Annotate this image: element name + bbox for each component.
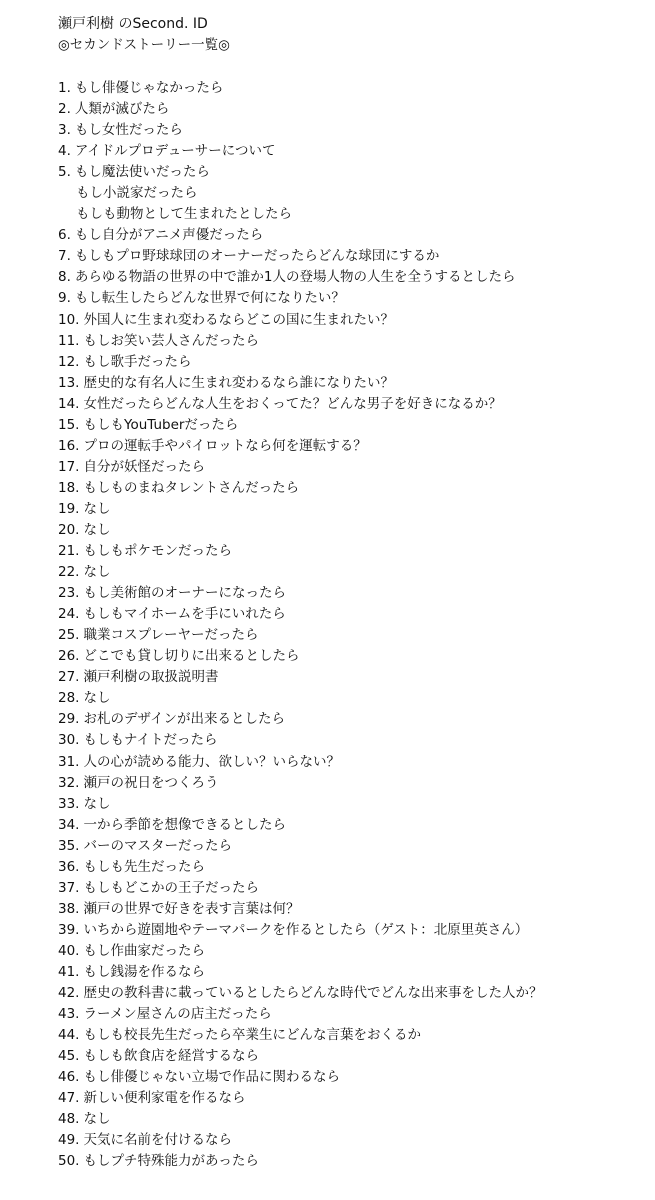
story-list-item	[58, 99, 650, 120]
story-list-item	[58, 478, 650, 499]
item-number: 18.	[58, 479, 80, 496]
story-list-item	[58, 730, 650, 751]
item-number: 19.	[58, 500, 80, 517]
item-number: 1.	[58, 80, 71, 96]
story-list-item	[58, 794, 650, 815]
item-text: 職業コスプレーヤーだったら	[83, 627, 259, 644]
item-text: もし魔法使いだったら	[74, 164, 210, 181]
story-list-item	[58, 583, 650, 604]
item-text: もし転生したらどんな世界で何になりたい？	[74, 290, 345, 307]
item-text: いちから遊園地やテーマパークを作るとしたら（ゲスト：北原里英さん）	[83, 921, 529, 938]
document	[58, 14, 650, 1172]
item-number: 40.	[58, 942, 80, 959]
story-list-item	[58, 415, 650, 436]
item-text: なし	[83, 690, 111, 707]
item-number: 33.	[58, 795, 80, 812]
story-list-item	[58, 520, 650, 541]
story-list-item	[58, 857, 650, 878]
story-list-item	[58, 1046, 650, 1067]
item-text: 歴史的な有名人に生まれ変わるなら誰になりたい？	[83, 374, 394, 391]
story-list-item	[58, 394, 650, 415]
item-text: もし小説家だったら	[76, 185, 198, 202]
story-list-item	[58, 204, 650, 225]
item-number: 43.	[58, 1006, 80, 1023]
item-text: なし	[83, 500, 111, 517]
item-number: 48.	[58, 1111, 80, 1128]
story-list-item	[58, 310, 650, 331]
item-text: 新しい便利家電を作るなら	[83, 1090, 246, 1107]
document-title: 瀬戸利樹 のSecond. ID	[58, 16, 208, 32]
item-number: 15.	[58, 416, 80, 433]
story-list-item	[58, 225, 650, 246]
item-number: 47.	[58, 1090, 80, 1107]
item-number: 49.	[58, 1132, 80, 1149]
item-number: 4.	[58, 143, 71, 160]
item-number: 3.	[58, 122, 71, 139]
story-list-item	[58, 457, 650, 478]
item-number: 9.	[58, 290, 71, 307]
item-text: もしプチ特殊能力があったら	[83, 1153, 259, 1170]
item-number: 45.	[58, 1048, 80, 1065]
story-list-item	[58, 1025, 650, 1046]
item-number: 13.	[58, 374, 80, 391]
story-list-item	[58, 667, 650, 688]
item-number: 28.	[58, 690, 80, 707]
story-list-item	[58, 983, 650, 1004]
item-text: もしもナイトだったら	[83, 732, 218, 749]
item-number: 10.	[58, 311, 80, 328]
item-text: もし歌手だったら	[83, 353, 192, 370]
story-list-item	[58, 1067, 650, 1088]
item-number: 25.	[58, 627, 80, 644]
item-number: 36.	[58, 858, 80, 875]
story-list-item	[58, 183, 650, 204]
item-number: 14.	[58, 395, 80, 412]
item-text: もしもYouTuberだったら	[83, 416, 239, 433]
item-text: もしも校長先生だったら卒業生にどんな言葉をおくるか	[83, 1027, 421, 1044]
story-list-item	[58, 604, 650, 625]
document-subtitle: ◎セカンドストーリー一覧◎	[58, 37, 230, 53]
item-number: 42.	[58, 985, 80, 1002]
item-text: もしも先生だったら	[83, 858, 205, 875]
item-text: もしものまねタレントさんだったら	[83, 479, 300, 496]
item-text: もし俳優じゃない立場で作品に関わるなら	[83, 1069, 340, 1086]
item-number: 46.	[58, 1069, 80, 1086]
item-text: 歴史の教科書に載っているとしたらどんな時代でどんな出来事をした人か？	[83, 985, 543, 1002]
item-text: なし	[83, 521, 111, 538]
item-number: 38.	[58, 900, 80, 917]
item-text: 瀬戸の祝日をつくろう	[83, 774, 219, 791]
item-text: もしも飲食店を経営するなら	[83, 1048, 259, 1065]
item-text: プロの運転手やパイロットなら何を運転する？	[83, 437, 367, 454]
item-text: もしもポケモンだったら	[83, 543, 232, 560]
story-list-item	[58, 246, 650, 267]
item-number: 39.	[58, 921, 80, 938]
story-list-item	[58, 688, 650, 709]
story-list-item	[58, 162, 650, 183]
item-text: 人の心が読める能力、欲しい？いらない？	[83, 753, 340, 770]
story-list-item	[58, 836, 650, 857]
story-list-item	[58, 878, 650, 899]
story-list-item	[58, 1130, 650, 1151]
item-text: もし女性だったら	[74, 122, 183, 139]
item-number: 6.	[58, 227, 71, 244]
item-number: 44.	[58, 1027, 80, 1044]
item-number: 26.	[58, 648, 80, 665]
item-text: 外国人に生まれ変わるならどこの国に生まれたい？	[83, 311, 394, 328]
item-text: あらゆる物語の世界の中で誰か1人の登場人物の人生を全うするとしたら	[74, 269, 516, 286]
story-list-item	[58, 899, 650, 920]
item-number: 24.	[58, 606, 80, 623]
story-list-item	[58, 941, 650, 962]
item-number: 8.	[58, 269, 71, 286]
story-list-item	[58, 1151, 650, 1172]
item-text: もしもマイホームを手にいれたら	[83, 606, 286, 623]
story-list-item	[58, 141, 650, 162]
item-number: 2.	[58, 101, 71, 118]
story-list-item	[58, 1004, 650, 1025]
story-list-item	[58, 499, 650, 520]
story-list-item	[58, 752, 650, 773]
item-text: もし美術館のオーナーになったら	[83, 585, 286, 602]
story-list	[58, 78, 650, 1172]
item-text: もし作曲家だったら	[83, 942, 205, 959]
item-number: 21.	[58, 543, 80, 560]
story-list-item	[58, 646, 650, 667]
story-list-item	[58, 1088, 650, 1109]
story-list-item	[58, 120, 650, 141]
item-number: 23.	[58, 585, 80, 602]
item-number: 30.	[58, 732, 80, 749]
item-text: 人類が滅びたら	[74, 101, 170, 118]
story-list-item	[58, 709, 650, 730]
item-text: 天気に名前を付けるなら	[83, 1132, 232, 1149]
item-text: バーのマスターだったら	[83, 837, 232, 854]
story-list-item	[58, 436, 650, 457]
story-list-item	[58, 288, 650, 309]
item-number: 5.	[58, 164, 71, 181]
story-list-item	[58, 267, 650, 288]
item-text: もしもどこかの王子だったら	[83, 879, 259, 896]
story-list-item	[58, 352, 650, 373]
item-text: もし自分がアニメ声優だったら	[74, 227, 264, 244]
story-list-item	[58, 78, 650, 99]
item-number: 50.	[58, 1153, 80, 1170]
item-number: 17.	[58, 458, 80, 475]
item-text: どこでも貸し切りに出来るとしたら	[83, 648, 300, 665]
story-list-item	[58, 920, 650, 941]
item-number: 16.	[58, 437, 80, 454]
item-number: 11.	[58, 332, 80, 349]
story-list-item	[58, 625, 650, 646]
story-list-item	[58, 815, 650, 836]
item-text: なし	[83, 1111, 111, 1128]
item-text: もしお笑い芸人さんだったら	[83, 332, 259, 349]
item-text: 一から季節を想像できるとしたら	[83, 816, 286, 833]
story-list-item	[58, 962, 650, 983]
item-text: 瀬戸の世界で好きを表す言葉は何？	[83, 900, 300, 917]
item-number: 12.	[58, 353, 80, 370]
item-text: 自分が妖怪だったら	[83, 458, 205, 475]
item-text: 瀬戸利樹の取扱説明書	[83, 669, 219, 686]
story-list-item	[58, 373, 650, 394]
story-list-item	[58, 541, 650, 562]
item-text: もし銭湯を作るなら	[83, 963, 205, 980]
item-number: 27.	[58, 669, 80, 686]
item-number: 7.	[58, 248, 71, 265]
item-text: 女性だったらどんな人生をおくってた？どんな男子を好きになるか？	[83, 395, 502, 412]
item-text: お札のデザインが出来るとしたら	[83, 711, 286, 728]
story-list-item	[58, 1109, 650, 1130]
item-number: 35.	[58, 837, 80, 854]
item-number: 32.	[58, 774, 80, 791]
item-number: 37.	[58, 879, 80, 896]
story-list-item	[58, 331, 650, 352]
story-list-item	[58, 773, 650, 794]
item-number: 41.	[58, 963, 80, 980]
item-number: 29.	[58, 711, 80, 728]
item-number: 20.	[58, 521, 80, 538]
item-number: 22.	[58, 564, 80, 581]
item-number: 34.	[58, 816, 80, 833]
item-text: もしも動物として生まれたとしたら	[76, 206, 292, 223]
item-text: もしもプロ野球球団のオーナーだったらどんな球団にするか	[74, 248, 440, 265]
item-text: ラーメン屋さんの店主だったら	[83, 1006, 272, 1023]
item-text: もし俳優じゃなかったら	[74, 80, 224, 96]
item-text: なし	[83, 795, 111, 812]
item-text: なし	[83, 564, 111, 581]
story-list-item	[58, 562, 650, 583]
item-number: 31.	[58, 753, 80, 770]
item-text: アイドルプロデューサーについて	[74, 143, 276, 160]
